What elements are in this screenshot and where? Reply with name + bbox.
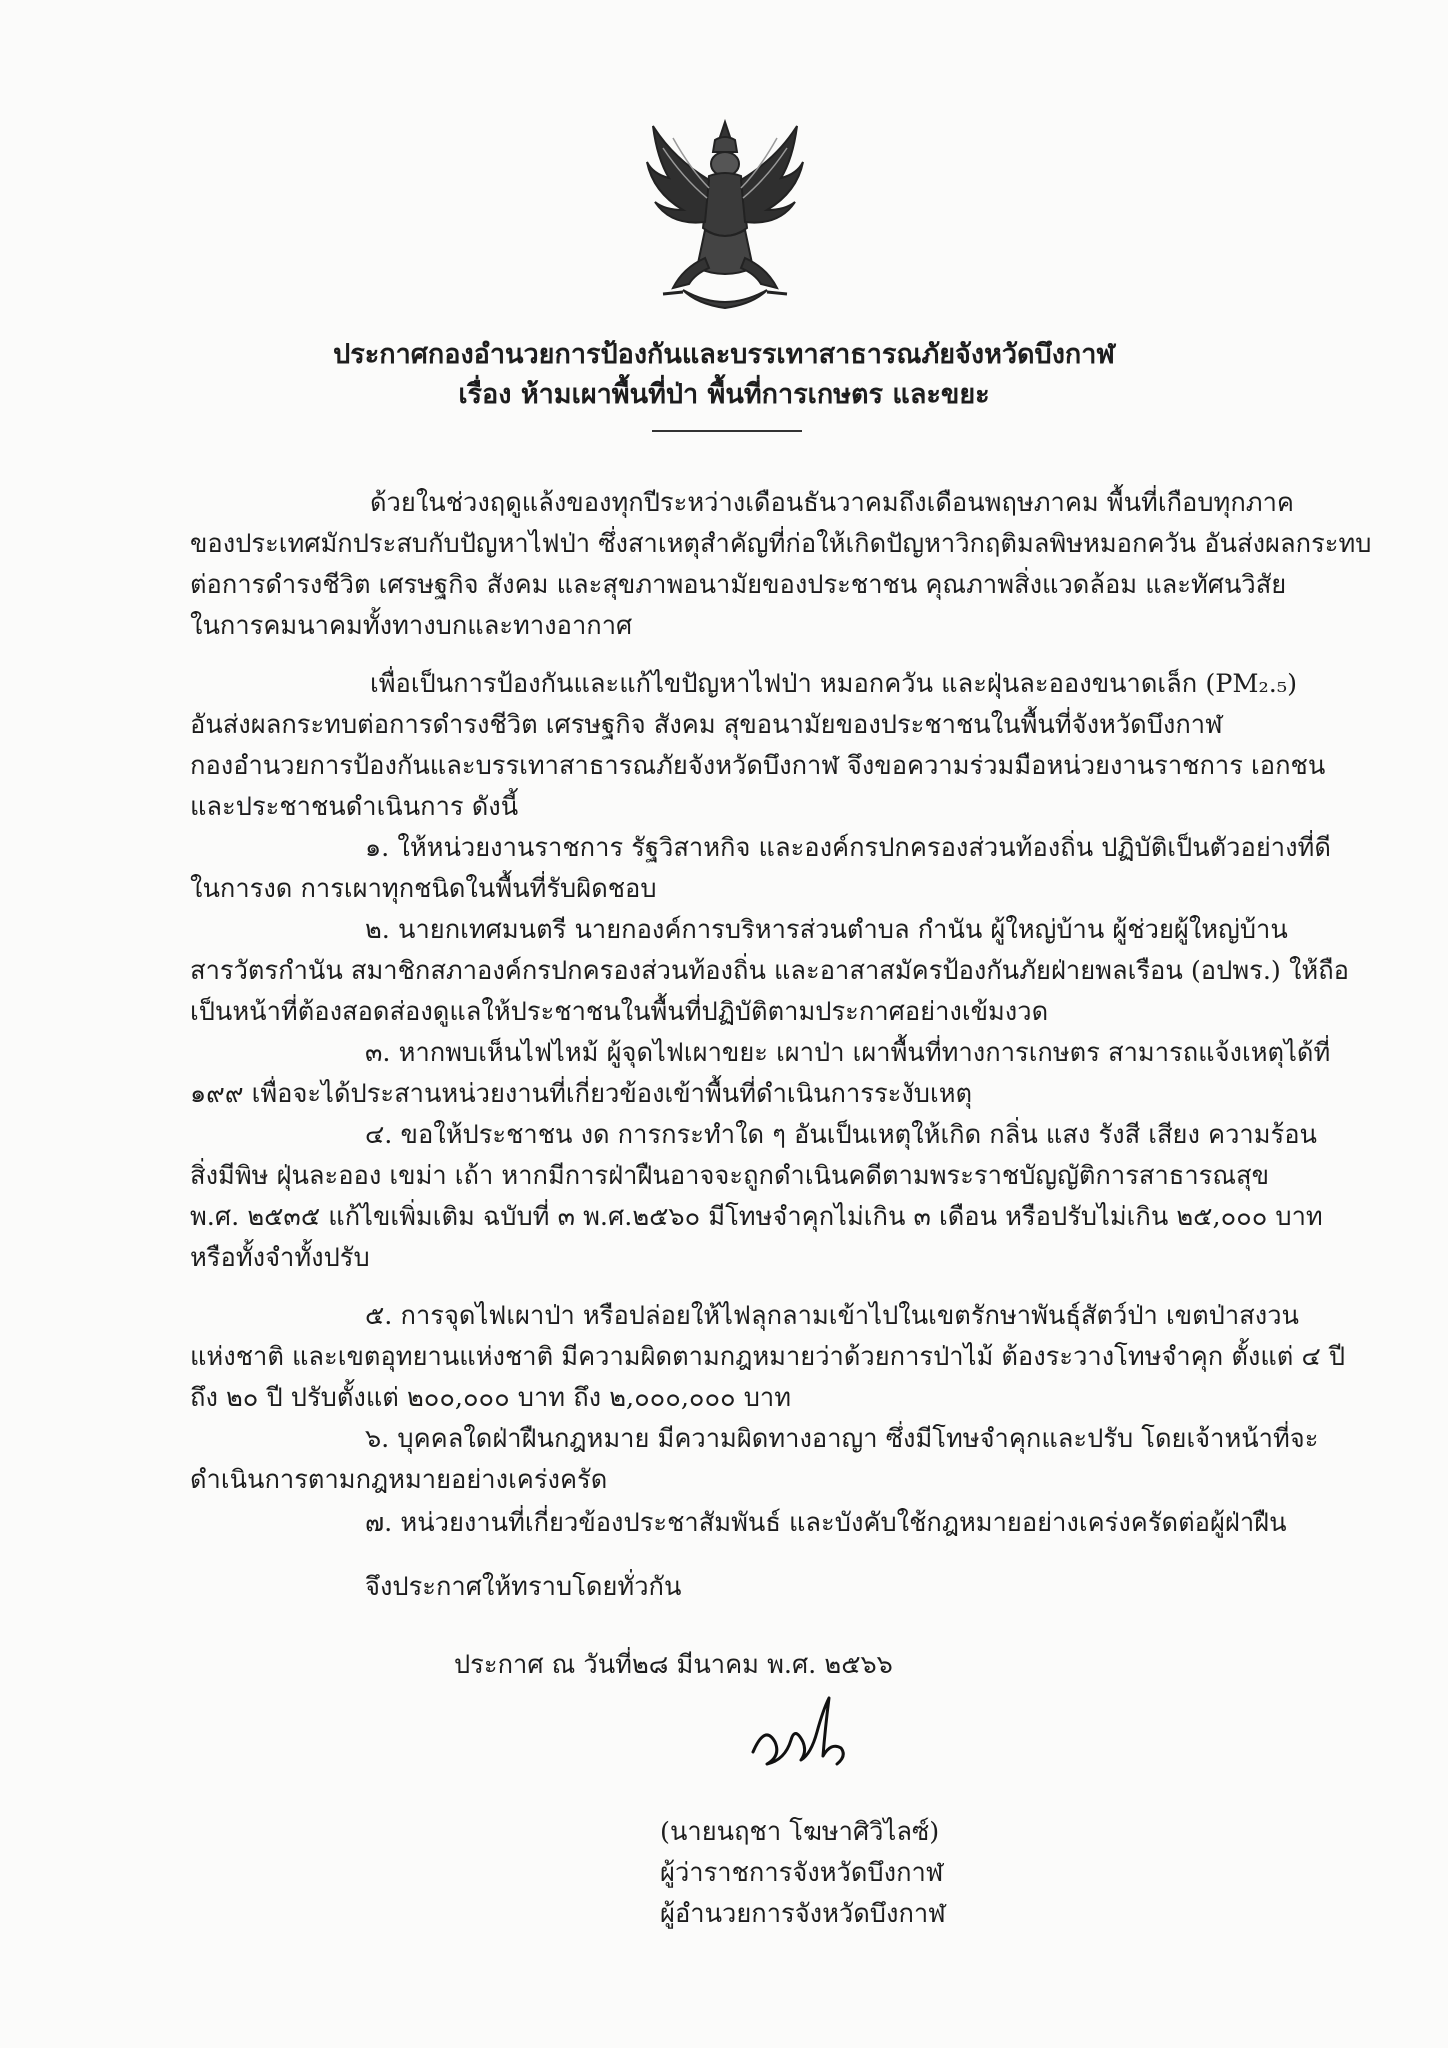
list-item-3-line: ๑๙๙ เพื่อจะได้ประสานหน่วยงานที่เกี่ยวข้องเข้าพื้นที่ดำเนินการระงับเหตุ <box>190 1079 973 1109</box>
announcement-date: ประกาศ ณ วันที่๒๘ มีนาคม พ.ศ. ๒๕๖๖ <box>454 1650 893 1680</box>
garuda-emblem-icon <box>643 118 807 318</box>
list-item-1-line: ในการงด การเผาทุกชนิดในพื้นที่รับผิดชอบ <box>190 874 657 904</box>
paragraph-1-line: ด้วยในช่วงฤดูแล้งของทุกปีระหว่างเดือนธันวาคมถึงเดือนพฤษภาคม พื้นที่เกือบทุกภาค <box>370 488 1294 518</box>
paragraph-1-line: ต่อการดำรงชีวิต เศรษฐกิจ สังคม และสุขภาพอนามัยของประชาชน คุณภาพสิ่งแวดล้อม และทัศนวิสัย <box>190 570 1287 600</box>
list-item-5-line: ๕. การจุดไฟเผาป่า หรือปล่อยให้ไฟลุกลามเข้าไปในเขตรักษาพันธุ์สัตว์ป่า เขตป่าสงวน <box>365 1301 1299 1331</box>
list-item-6-line: ๖. บุคคลใดฝ่าฝืนกฎหมาย มีความผิดทางอาญา ซึ่งมีโทษจำคุกและปรับ โดยเจ้าหน้าที่จะ <box>365 1424 1319 1454</box>
closing-statement: จึงประกาศให้ทราบโดยทั่วกัน <box>365 1572 682 1602</box>
list-item-2-line: สารวัตรกำนัน สมาชิกสภาองค์กรปกครองส่วนท้องถิ่น และอาสาสมัครป้องกันภัยฝ่ายพลเรือน (อปพร.) ให้ถือ <box>190 956 1349 986</box>
paragraph-1-line: ในการคมนาคมทั้งทางบกและทางอากาศ <box>190 611 633 641</box>
list-item-2-line: เป็นหน้าที่ต้องสอดส่องดูแลให้ประชาชนในพื้นที่ปฏิบัติตามประกาศอย่างเข้มงวด <box>190 997 1049 1027</box>
list-item-6-line: ดำเนินการตามกฎหมายอย่างเคร่งครัด <box>190 1465 608 1495</box>
signer-position-governor: ผู้ว่าราชการจังหวัดบึงกาฬ <box>660 1858 944 1888</box>
announcement-subject: เรื่อง ห้ามเผาพื้นที่ป่า พื้นที่การเกษตร และขยะ <box>458 379 990 410</box>
paragraph-2-line: อันส่งผลกระทบต่อการดำรงชีวิต เศรษฐกิจ สังคม สุขอนามัยของประชาชนในพื้นที่จังหวัดบึงกาฬ <box>190 710 1223 740</box>
list-item-4-line: หรือทั้งจำทั้งปรับ <box>190 1243 370 1273</box>
list-item-5-line: ถึง ๒๐ ปี ปรับตั้งแต่ ๒๐๐,๐๐๐ บาท ถึง ๒,๐๐๐,๐๐๐ บาท <box>190 1383 792 1413</box>
list-item-2-line: ๒. นายกเทศมนตรี นายกองค์การบริหารส่วนตำบล กำนัน ผู้ใหญ่บ้าน ผู้ช่วยผู้ใหญ่บ้าน <box>365 915 1288 945</box>
list-item-5-line: แห่งชาติ และเขตอุทยานแห่งชาติ มีความผิดตามกฎหมายว่าด้วยการป่าไม้ ต้องระวางโทษจำคุก ตั้งแต่ ๔ ปี <box>190 1342 1346 1372</box>
announcement-title: ประกาศกองอำนวยการป้องกันและบรรเทาสาธารณภัยจังหวัดบึงกาฬ <box>333 339 1115 370</box>
paragraph-2-line: กองอำนวยการป้องกันและบรรเทาสาธารณภัยจังหวัดบึงกาฬ จึงขอความร่วมมือหน่วยงานราชการ เอกชน <box>190 751 1326 781</box>
paragraph-2-line: เพื่อเป็นการป้องกันและแก้ไขปัญหาไฟป่า หมอกควัน และฝุ่นละอองขนาดเล็ก (PM₂.₅) <box>370 669 1298 699</box>
list-item-7-line: ๗. หน่วยงานที่เกี่ยวข้องประชาสัมพันธ์ และบังคับใช้กฎหมายอย่างเคร่งครัดต่อผู้ฝ่าฝืน <box>365 1508 1287 1538</box>
list-item-1-line: ๑. ให้หน่วยงานราชการ รัฐวิสาหกิจ และองค์กรปกครองส่วนท้องถิ่น ปฏิบัติเป็นตัวอย่างที่ดี <box>365 833 1331 863</box>
paragraph-2-line: และประชาชนดำเนินการ ดังนี้ <box>190 792 519 822</box>
list-item-4-line: พ.ศ. ๒๕๓๕ แก้ไขเพิ่มเติม ฉบับที่ ๓ พ.ศ.๒๕๖๐ มีโทษจำคุกไม่เกิน ๓ เดือน หรือปรับไม่เกิน ๒๕,๐๐๐ บาท <box>190 1202 1323 1232</box>
list-item-4-line: สิ่งมีพิษ ฝุ่นละออง เขม่า เถ้า หากมีการฝ่าฝืนอาจจะถูกดำเนินคดีตามพระราชบัญญัติการสาธารณสุข <box>190 1161 1270 1191</box>
handwritten-signature <box>745 1690 855 1790</box>
list-item-3-line: ๓. หากพบเห็นไฟไหม้ ผู้จุดไฟเผาขยะ เผาป่า เผาพื้นที่ทางการเกษตร สามารถแจ้งเหตุได้ที่ <box>365 1038 1331 1068</box>
signer-name: (นายนฤชา โฆษาศิวิไลซ์) <box>660 1817 940 1847</box>
title-divider <box>652 430 802 432</box>
list-item-4-line: ๔. ขอให้ประชาชน งด การกระทำใด ๆ อันเป็นเหตุให้เกิด กลิ่น แสง รังสี เสียง ความร้อน <box>365 1120 1317 1150</box>
paragraph-1-line: ของประเทศมักประสบกับปัญหาไฟป่า ซึ่งสาเหตุสำคัญที่ก่อให้เกิดปัญหาวิกฤติมลพิษหมอกควัน อันส่งผลกระทบ <box>190 529 1372 559</box>
signer-position-director: ผู้อำนวยการจังหวัดบึงกาฬ <box>660 1899 946 1929</box>
